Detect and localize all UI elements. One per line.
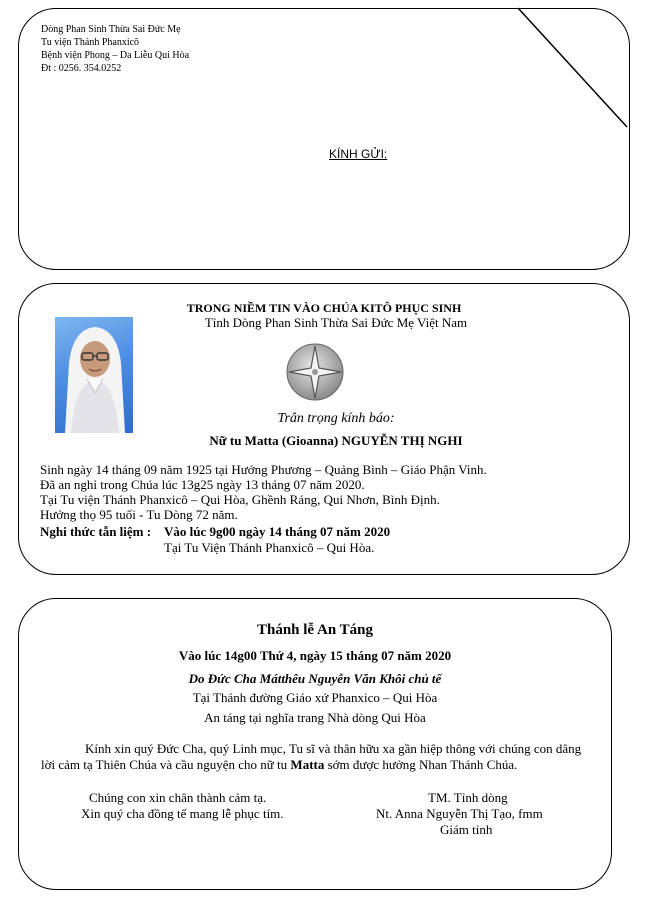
sign-on-behalf: TM. Tỉnh dòng bbox=[428, 790, 508, 805]
province-name: Tỉnh Dòng Phan Sinh Thừa Sai Đức Mẹ Việt Nam bbox=[204, 315, 468, 330]
invitation-name: Matta bbox=[290, 757, 325, 772]
cross-emblem-icon bbox=[285, 342, 345, 402]
invitation-line-1: Kính xin quý Đức Cha, quý Linh mục, Tu sĩ và thân hữu xa gần hiệp thông với chúng con dâng bbox=[85, 741, 582, 756]
funeral-church: Tại Thánh đường Giáo xứ Phanxico – Qui Hòa bbox=[192, 690, 438, 705]
sign-name: Nt. Anna Nguyễn Thị Tạo, fmm bbox=[376, 806, 543, 821]
vestment-note: Xin quý cha đồng tế mang lễ phục tím. bbox=[81, 806, 284, 821]
envelope-card bbox=[18, 8, 630, 270]
burial-place: An táng tại nghĩa trang Nhà dòng Qui Hòa bbox=[204, 710, 426, 725]
death-detail: Đã an nghỉ trong Chúa lúc 13g25 ngày 13 tháng 07 năm 2020. bbox=[40, 477, 365, 492]
sender-line-4: Đt : 0256. 354.0252 bbox=[41, 63, 122, 74]
sign-title: Giám tỉnh bbox=[440, 822, 493, 837]
rite-place: Tại Tu Viện Thánh Phanxicô – Qui Hòa. bbox=[164, 540, 375, 555]
sender-line-1: Dòng Phan Sinh Thừa Sai Đức Mẹ bbox=[41, 24, 181, 35]
invitation-line-2: lời cảm tạ Thiên Chúa và cầu nguyện cho nữ tu Matta sớm được hưởng Nhan Thánh Chúa. bbox=[41, 757, 518, 772]
age-detail: Hưởng thọ 95 tuổi - Tu Dòng 72 năm. bbox=[40, 507, 238, 522]
announcement-label: Trân trọng kính báo: bbox=[277, 411, 395, 426]
funeral-title: Thánh lễ An Táng bbox=[256, 622, 374, 638]
sender-line-2: Tu viện Thánh Phanxicô bbox=[41, 37, 140, 48]
place-detail: Tại Tu viện Thánh Phanxicô – Qui Hòa, Ghềnh Ráng, Qui Nhơn, Bình Định. bbox=[40, 492, 440, 507]
thanks-text: Chúng con xin chân thành cảm tạ. bbox=[89, 790, 267, 805]
faith-heading: TRONG NIỀM TIN VÀO CHÚA KITÔ PHỤC SINH bbox=[186, 301, 462, 315]
sender-line-3: Bệnh viện Phong – Da Liễu Qui Hòa bbox=[41, 50, 190, 61]
addressee-label: KÍNH GỬI: bbox=[329, 147, 388, 161]
deceased-name: Nữ tu Matta (Gioanna) NGUYỄN THỊ NGHI bbox=[209, 433, 463, 448]
funeral-celebrant: Do Đức Cha Mátthêu Nguyễn Văn Khôi chủ tế bbox=[188, 671, 442, 686]
rite-label: Nghi thức tẫn liệm : bbox=[40, 524, 152, 539]
funeral-time: Vào lúc 14g00 Thứ 4, ngày 15 tháng 07 năm 2020 bbox=[178, 648, 452, 663]
notice-card bbox=[18, 283, 630, 575]
birth-detail: Sinh ngày 14 tháng 09 năm 1925 tại Hướng Phương – Quảng Bình – Giáo Phận Vinh. bbox=[40, 462, 487, 477]
rite-time: Vào lúc 9g00 ngày 14 tháng 07 năm 2020 bbox=[164, 524, 391, 539]
funeral-card bbox=[18, 598, 612, 890]
